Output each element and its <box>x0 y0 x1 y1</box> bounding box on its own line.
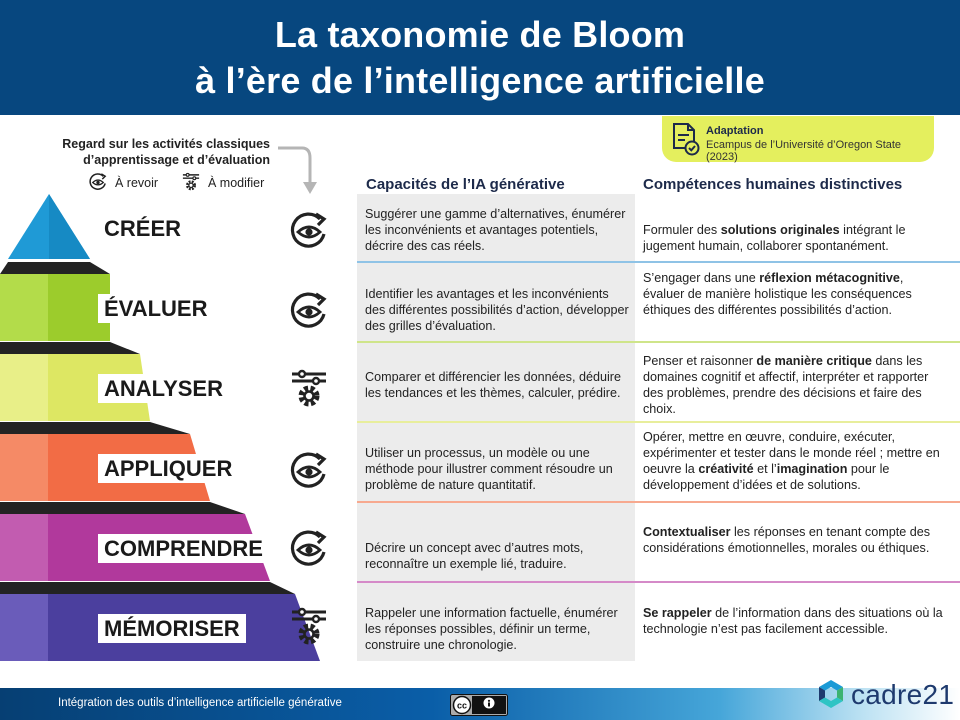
human-competency-memoriser: Se rappeler de l’information dans des situations où la technologie n’est pas facilement accessible. <box>643 606 943 636</box>
level-label-creer: CRÉER <box>98 214 187 243</box>
review-eye-icon <box>288 528 330 570</box>
adaptation-title: Adaptation <box>706 125 764 137</box>
legend-review-label: À revoir <box>115 176 159 190</box>
review-eye-icon <box>288 290 330 332</box>
footer-text: Intégration des outils d’intelligence artificielle générative <box>58 697 342 709</box>
column-header-human: Compétences humaines distinctives <box>643 176 903 193</box>
row-divider <box>357 341 960 343</box>
column-header-ai: Capacités de l’IA générative <box>366 176 565 193</box>
adaptation-badge <box>662 116 934 162</box>
ai-capability-evaluer: Identifier les avantages et les inconvénients des différentes possibilités d’action, développer des grilles d’évaluation. <box>365 287 629 333</box>
review-eye-icon <box>88 172 108 192</box>
legend-title: Regard sur les activités classiques d’apprentissage et d’évaluation <box>62 137 270 167</box>
page-title-line2: à l’ère de l’intelligence artificielle <box>195 60 765 101</box>
modify-gear-icon <box>181 172 201 192</box>
adaptation-source: Ecampus de l’Université d’Oregon State (2023) <box>706 139 902 163</box>
legend-modify-label: À modifier <box>208 176 265 190</box>
ai-capability-appliquer: Utiliser un processus, un modèle ou une méthode pour illustrer comment résoudre un problème de nature quantitatif. <box>365 446 613 492</box>
human-competency-appliquer: Opérer, mettre en œuvre, conduire, exécuter, expérimenter et tester dans le monde réel ; mettre en oeuvre la créativité et l’imagination pour le développement d’idées et de solutions. <box>643 430 940 492</box>
bloom-pyramid <box>0 190 360 665</box>
page-title-line1: La taxonomie de Bloom <box>274 14 686 55</box>
human-competency-analyser: Penser et raisonner de manière critique dans les domaines cognitif et affectif, interpréter et rapporter des problèmes, prendre des décisions et faire des choix. <box>643 354 929 416</box>
level-label-evaluer: ÉVALUER <box>98 294 214 323</box>
human-competency-creer: Formuler des solutions originales intégrant le jugement humain, collaborer spontanément. <box>643 223 906 253</box>
curved-arrow-icon <box>276 142 320 196</box>
row-divider <box>357 581 960 583</box>
document-check-icon <box>670 122 700 156</box>
ai-capability-creer: Suggérer une gamme d’alternatives, énumérer les inconvénients et avantages potentiels, décrire des cas réels. <box>365 207 626 253</box>
human-competency-evaluer: S’engager dans une réflexion métacognitive, évaluer de manière holistique les conséquences éthiques des différentes possibilités d’action. <box>643 271 912 317</box>
ai-capability-analyser: Comparer et différencier les données, déduire les tendances et les thèmes, calculer, prédire. <box>365 370 621 400</box>
cadre21-logo-icon <box>815 678 847 710</box>
cadre21-logo <box>815 676 955 716</box>
review-eye-icon <box>288 450 330 492</box>
row-divider <box>357 501 960 503</box>
modify-gear-icon <box>288 606 330 648</box>
svg-text:cc: cc <box>456 700 468 711</box>
level-label-memoriser: MÉMORISER <box>98 614 246 643</box>
ai-capability-memoriser: Rappeler une information factuelle, énumérer les réponses possibles, définir un terme, construire une chronologie. <box>365 606 618 652</box>
cadre21-logo-text: cadre21 <box>851 679 955 710</box>
row-divider <box>357 261 960 263</box>
ai-capability-comprendre: Décrire un concept avec d’autres mots, reconnaître un exemple lié, traduire. <box>365 541 584 571</box>
page-header <box>0 0 960 115</box>
level-label-appliquer: APPLIQUER <box>98 454 238 483</box>
level-label-analyser: ANALYSER <box>98 374 229 403</box>
human-competency-comprendre: Contextualiser les réponses en tenant compte des considérations émotionnelles, morales ou éthiques. <box>643 525 931 555</box>
creative-commons-icon <box>450 694 508 716</box>
modify-gear-icon <box>288 368 330 410</box>
row-divider <box>357 421 960 423</box>
review-eye-icon <box>288 210 330 252</box>
level-label-comprendre: COMPRENDRE <box>98 534 269 563</box>
